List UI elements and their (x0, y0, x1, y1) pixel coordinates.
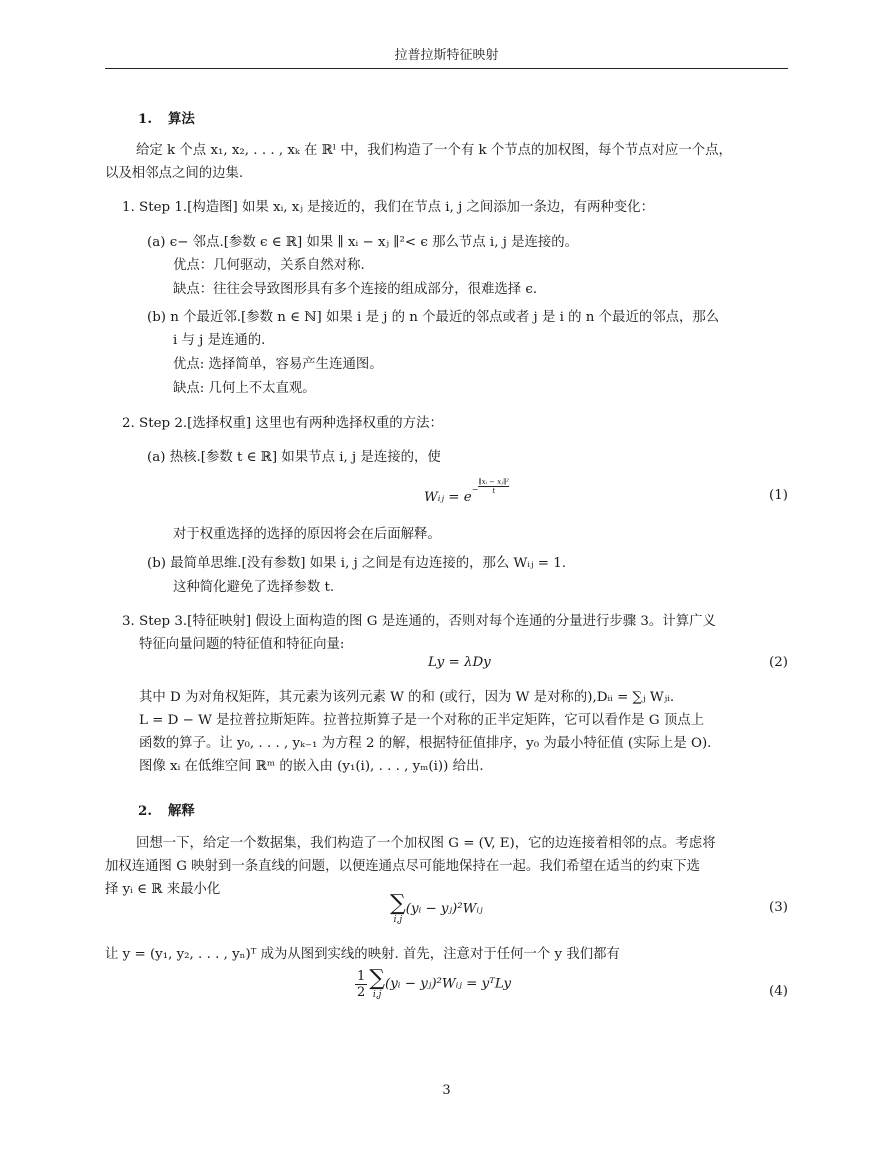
equation-3-body: (yᵢ − yⱼ)²Wᵢⱼ (405, 901, 483, 917)
equation-3-number: (3) (769, 900, 788, 915)
step1-b-line-1: (b) n 个最近邻.[参数 n ∈ ℕ] 如果 i 是 j 的 n 个最近的邻点或者 j 是 i 的 n 个最近的邻点，那么 (147, 310, 720, 325)
section-title: 解释 (168, 803, 195, 819)
intro-line-1: 给定 k 个点 x₁, x₂, . . . , xₖ 在 ℝˡ 中，我们构造了一个有 k 个节点的加权图，每个节点对应一个点， (136, 143, 732, 158)
equation-1-number: (1) (769, 488, 788, 503)
equation-4-body: (yᵢ − yⱼ)²Wᵢⱼ = yᵀLy (385, 976, 512, 992)
step3-para-line-4: 图像 xᵢ 在低维空间 ℝᵐ 的嵌入由 (y₁(i), . . . , yₘ(i)) 给出. (139, 759, 484, 774)
equation-4-number: (4) (769, 984, 788, 999)
step1-b-pro: 优点: 选择简单，容易产生连通图。 (173, 357, 383, 372)
equation-3-sub: i,j (393, 915, 403, 925)
step1-a-con: 缺点：往往会导致图形具有多个连接的组成部分，很难选择 ϵ. (173, 282, 538, 297)
section-heading-explanation (138, 800, 195, 819)
header-rule (105, 68, 788, 69)
step1-b-line-2: i 与 j 是连通的. (173, 333, 266, 348)
explain-line-4: 让 y = (y₁, y₂, . . . , yₙ)ᵀ 成为从图到实线的映射. 首先，注意对于任何一个 y 我们都有 (105, 947, 620, 962)
section-number: 2. (138, 803, 152, 819)
equation-3 (390, 893, 483, 925)
section-title: 算法 (168, 111, 195, 127)
step1-a-pro: 优点：几何驱动，关系自然对称. (173, 258, 365, 273)
explain-line-1: 回想一下，给定一个数据集，我们构造了一个加权图 G = (V, E)，它的边连接着相邻的点。考虑将 (136, 836, 716, 851)
equation-4-frac-den: 2 (357, 984, 366, 1000)
equation-2-number: (2) (769, 655, 788, 670)
step3-para-line-3: 函数的算子。让 y₀, . . . , yₖ₋₁ 为方程 2 的解，根据特征值排序，y₀ 为最小特征值 (实际上是 O). (139, 736, 712, 751)
explain-line-3: 择 yᵢ ∈ ℝ 来最小化 (105, 882, 221, 897)
explain-line-2: 加权连通图 G 映射到一条直线的问题，以便连通点尽可能地保持在一起。我们希望在适当的约束下选 (105, 859, 701, 874)
step2-b-line: (b) 最简单思维.[没有参数] 如果 i, j 之间是有边连接的，那么 Wᵢⱼ = 1. (147, 556, 567, 571)
step1-a-line: (a) ϵ− 邻点.[参数 ϵ ∈ ℝ] 如果 ∥ xᵢ − xⱼ ∥²< ϵ 那么节点 i, j 是连接的。 (147, 235, 579, 250)
equation-1-lhs: Wᵢⱼ = e (424, 490, 472, 505)
step1-line: 1. Step 1.[构造图] 如果 xᵢ, xⱼ 是接近的，我们在节点 i, j 之间添加一条边，有两种变化： (122, 200, 654, 215)
running-header: 拉普拉斯特征映射 (394, 48, 499, 63)
section-heading-algorithm (138, 108, 195, 127)
step2-a-line: (a) 热核.[参数 t ∈ ℝ] 如果节点 i, j 是连接的，使 (147, 450, 441, 465)
equation-4-sub: i,j (372, 990, 382, 1000)
step2-line: 2. Step 2.[选择权重] 这里也有两种选择权重的方法： (122, 416, 443, 431)
equation-1: Wᵢⱼ = e− $\frac{\text{∥xᵢ − xⱼ∥²}}{t}$ (424, 478, 510, 505)
section-number: 1. (138, 111, 152, 127)
equation-4 (355, 968, 511, 1000)
intro-line-2: 以及相邻点之间的边集. (105, 166, 244, 181)
step3-para-line-2: L = D − W 是拉普拉斯矩阵。拉普拉斯算子是一个对称的正半定矩阵，它可以看作是 G 顶点上 (139, 713, 704, 728)
step3-line-2: 特征向量问题的特征值和特征向量: (139, 637, 345, 652)
equation-4-frac-num: 1 (357, 968, 366, 984)
step1-b-con: 缺点: 几何上不太直观。 (173, 381, 316, 396)
sum-symbol: ∑ (369, 966, 385, 991)
step2-a-note: 对于权重选择的选择的原因将会在后面解释。 (173, 527, 441, 542)
step3-para-line-1: 其中 D 为对角权矩阵，其元素为该列元素 W 的和 (或行，因为 W 是对称的),Dᵢᵢ = ∑ⱼ Wⱼᵢ. (139, 690, 675, 705)
equation-2: Ly = λDy (428, 655, 491, 670)
sum-symbol: ∑ (390, 891, 406, 916)
step3-line-1: 3. Step 3.[特征映射] 假设上面构造的图 G 是连通的，否则对每个连通的分量进行步骤 3。计算广义 (122, 614, 716, 629)
equation-1-exp-num: ∥xᵢ − xⱼ∥² (478, 478, 510, 486)
step2-b-note: 这种简化避免了选择参数 t. (173, 580, 335, 595)
page-number: 3 (442, 1083, 451, 1098)
equation-1-exp-den: t (492, 487, 496, 495)
